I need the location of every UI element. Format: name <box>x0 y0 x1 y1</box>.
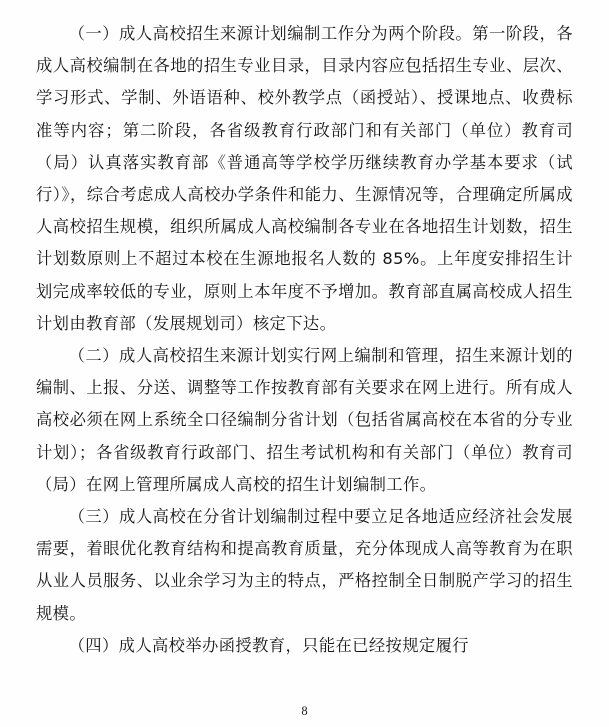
paragraph-4: （四）成人高校举办函授教育，只能在已经按规定履行 <box>68 635 469 655</box>
paragraph-2: （二）成人高校招生来源计划实行网上编制和管理，招生来源计划的编制、上报、分送、调整等工作按教育部有关要求在网上进行。所有成人高校必须在网上系统全口径编制分省计划（包括省属高校在本省的分专业计划）；各省级教育行政部门、招生考试机构和有关部门（单位）教育司（局）在网上管理所属成人高校的招生计划编制工作。 <box>36 346 573 494</box>
paragraph-3: （三）成人高校在分省计划编制过程中要立足各地适应经济社会发展需要，着眼优化教育结构和提高教育质量，充分体现成人高等教育为在职从业人员服务、以业余学习为主的特点，严格控制全日制脱产学习的招生规模。 <box>36 507 573 623</box>
page-number: 8 <box>301 704 308 718</box>
paragraph-1: （一）成人高校招生来源计划编制工作分为两个阶段。第一阶段，各成人高校编制在各地的招生专业目录，目录内容应包括招生专业、层次、学习形式、学制、外语语种、校外教学点（函授站）、授课地点、收费标准等内容；第二阶段，各省级教育行政部门和有关部门（单位）教育司（局）认真落实教育部《普通高等学校学历继续教育办学基本要求（试行）》，综合考虑成人高校办学条件和能力、生源情况等，合理确定所属成人高校招生规模，组织所属成人高校编制各专业在各地招生计划数，招生计划数原则上不超过本校在生源地报名人数的 85%。上年度安排招生计划完成率较低的专业，原则上本年度不予增加。教育部直属高校成人招生计划由教育部（发展规划司）核定下达。 <box>36 24 573 333</box>
document-body <box>36 18 573 662</box>
